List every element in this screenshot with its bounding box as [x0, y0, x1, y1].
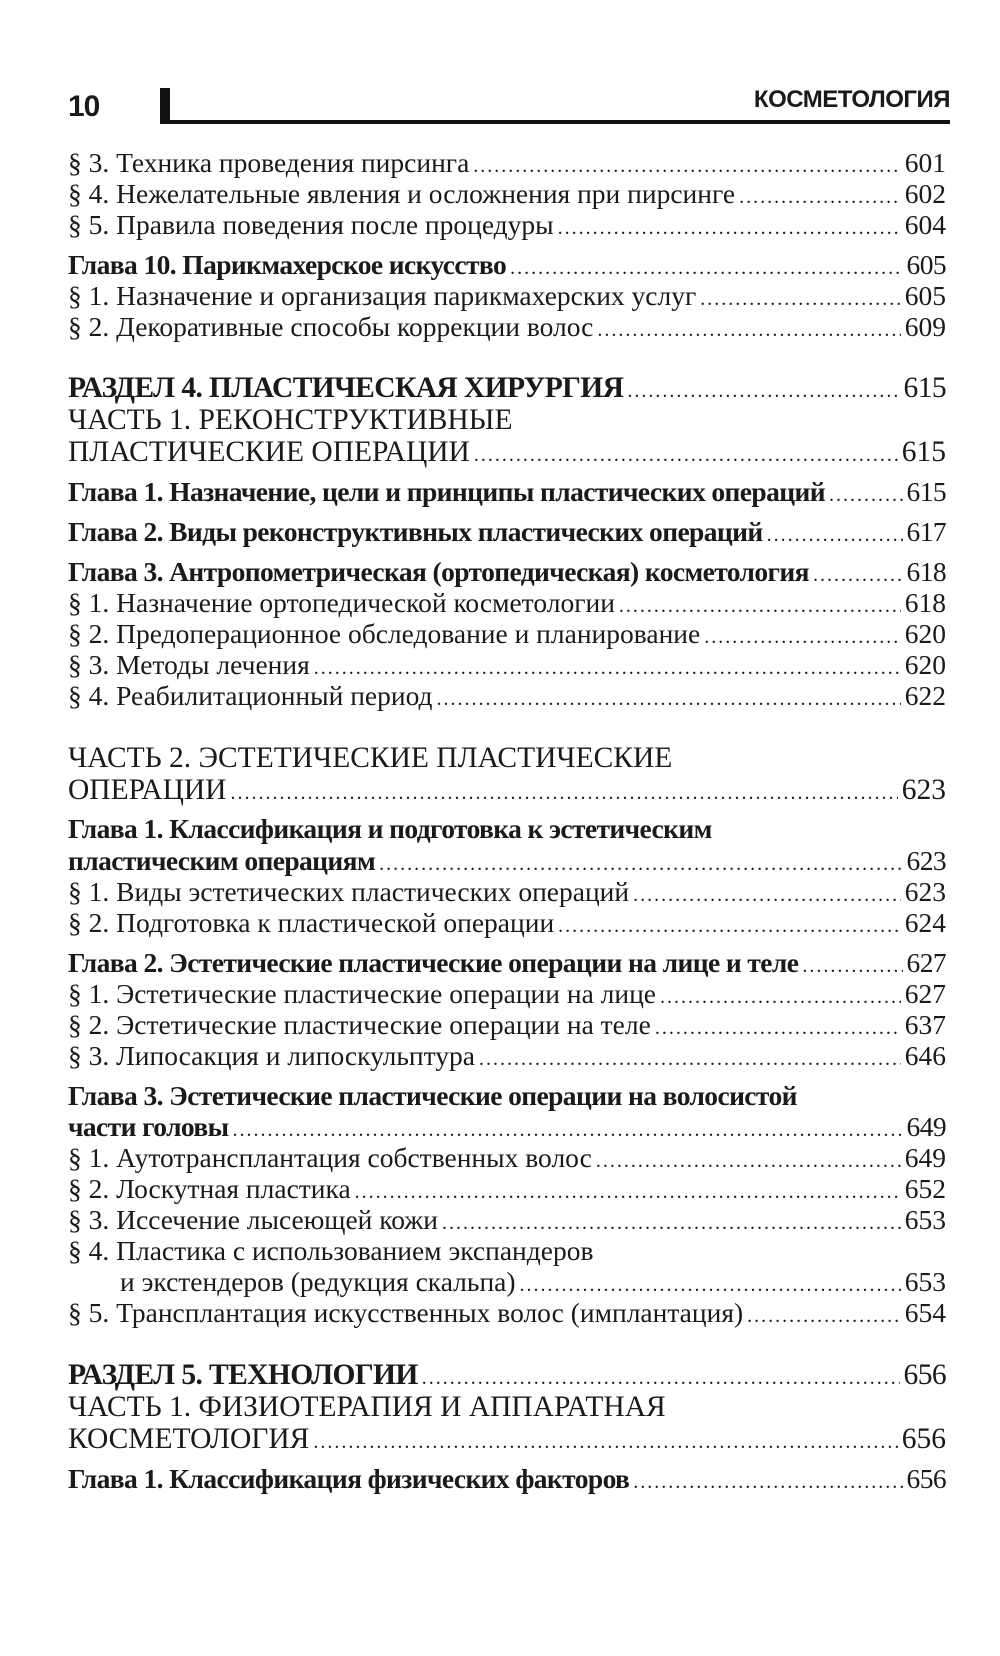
toc-entry: § 3. Иссечение лысеющей кожи . . . 653 — [68, 1204, 946, 1236]
toc-entry: § 1. Назначение и организация парикмахерских услуг . . . 605 — [68, 280, 946, 312]
toc-entry: § 5. Трансплантация искусственных волос (имплантация) . . . 654 — [68, 1297, 946, 1329]
toc-part: ПЛАСТИЧЕСКИЕ ОПЕРАЦИИ . . . 615 — [68, 436, 946, 469]
toc-part: ЧАСТЬ 1. РЕКОНСТРУКТИВНЫЕ — [68, 404, 513, 436]
page-number: 10 — [68, 90, 100, 123]
toc-entry: § 2. Подготовка к пластической операции . . . 624 — [68, 907, 946, 939]
toc-part: ОПЕРАЦИИ . . . 623 — [68, 774, 946, 807]
toc-entry: § 2. Эстетические пластические операции на теле . . . 637 — [68, 1009, 946, 1041]
toc-entry: § 1. Аутотрансплантация собственных волос . . . 649 — [68, 1142, 946, 1174]
toc-chapter: Глава 3. Антропометрическая (ортопедическая) косметология . . . 618 — [68, 556, 946, 588]
toc-part: ЧАСТЬ 2. ЭСТЕТИЧЕСКИЕ ПЛАСТИЧЕСКИЕ — [68, 742, 673, 774]
toc-entry: § 5. Правила поведения после процедуры . . . 604 — [68, 209, 946, 241]
toc-chapter: Глава 1. Классификация и подготовка к эстетическим — [68, 813, 712, 844]
header-rule — [160, 120, 950, 124]
toc-chapter: Глава 3. Эстетические пластические операции на волосистой — [68, 1080, 797, 1111]
toc-chapter: пластическим операциям . . . 623 — [68, 845, 946, 877]
toc-chapter: Глава 1. Назначение, цели и принципы пластических операций . . . 615 — [68, 476, 946, 508]
toc-entry: § 2. Предоперационное обследование и планирование . . . 620 — [68, 618, 946, 650]
toc-entry: § 3. Техника проведения пирсинга . . . 601 — [68, 147, 946, 179]
toc-entry: § 3. Методы лечения . . . 620 — [68, 649, 946, 681]
toc-entry: § 4. Пластика с использованием экспандеров — [68, 1235, 594, 1266]
toc-entry: § 1. Эстетические пластические операции на лице . . . 627 — [68, 978, 946, 1010]
toc-chapter: Глава 1. Классификация физических факторов . . . 656 — [68, 1463, 946, 1495]
toc-entry: § 4. Нежелательные явления и осложнения при пирсинге . . . 602 — [68, 178, 946, 210]
toc-part: ЧАСТЬ 1. ФИЗИОТЕРАПИЯ И АППАРАТНАЯ — [68, 1391, 666, 1423]
toc-chapter: Глава 10. Парикмахерское искусство . . . 605 — [68, 249, 946, 281]
toc-chapter: Глава 2. Виды реконструктивных пластических операций . . . 617 — [68, 516, 946, 548]
toc-entry: и экстендеров (редукция скальпа) . . . 653 — [68, 1266, 946, 1298]
running-title: КОСМЕТОЛОГИЯ — [753, 86, 950, 113]
toc-entry: § 4. Реабилитационный период . . . 622 — [68, 680, 946, 712]
toc-entry: § 1. Назначение ортопедической косметологии . . . 618 — [68, 587, 946, 619]
header-block-mark — [160, 88, 170, 124]
toc-chapter: Глава 2. Эстетические пластические операции на лице и теле . . . 627 — [68, 947, 946, 979]
toc-section: РАЗДЕЛ 4. ПЛАСТИЧЕСКАЯ ХИРУРГИЯ . . . 615 — [68, 372, 946, 405]
toc-entry: § 2. Декоративные способы коррекции волос . . . 609 — [68, 311, 946, 343]
page-header — [0, 0, 1000, 130]
toc-chapter: части головы . . . 649 — [68, 1111, 946, 1143]
toc-part: КОСМЕТОЛОГИЯ . . . 656 — [68, 1423, 946, 1456]
toc-section: РАЗДЕЛ 5. ТЕХНОЛОГИИ . . . 656 — [68, 1359, 946, 1392]
toc-entry: § 3. Липосакция и липоскульптура . . . 646 — [68, 1040, 946, 1072]
toc-entry: § 1. Виды эстетических пластических операций . . . 623 — [68, 876, 946, 908]
toc-entry: § 2. Лоскутная пластика . . . 652 — [68, 1173, 946, 1205]
